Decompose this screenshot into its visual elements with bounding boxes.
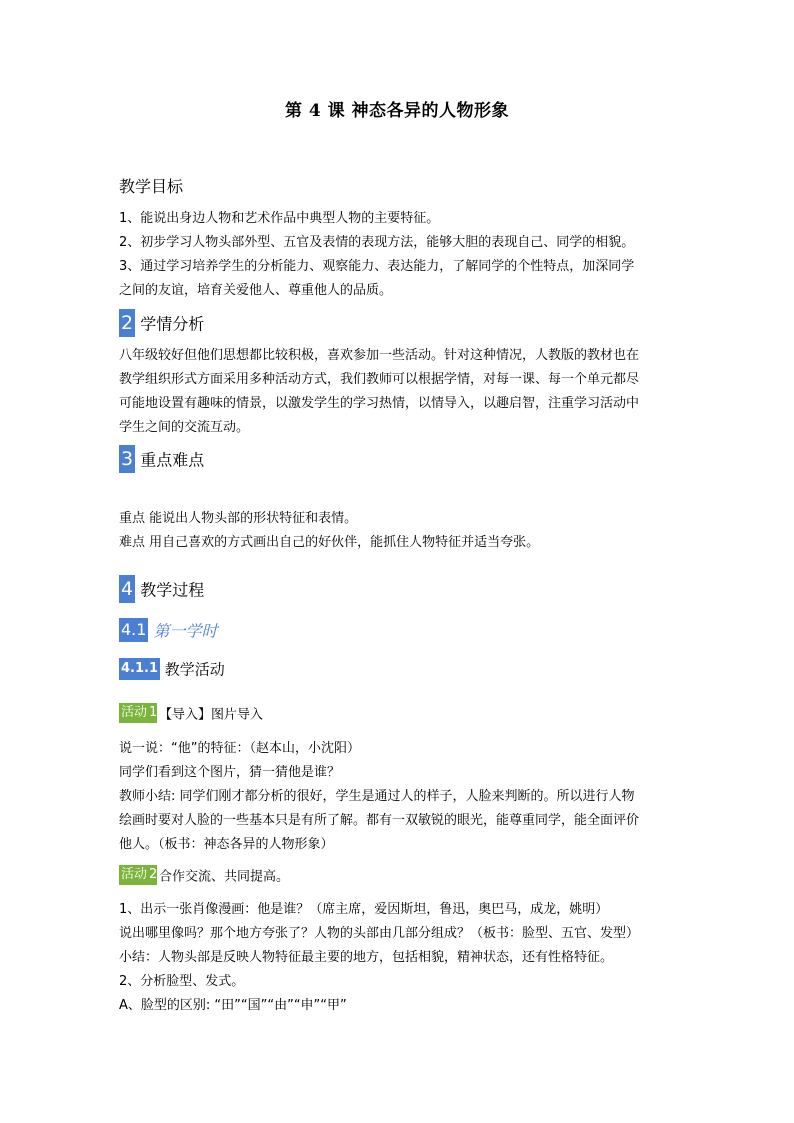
heading-text: 教学过程 [140,580,205,600]
keypoint-line-1: 重点 能说出人物头部的形状特征和表情。 [119,511,358,526]
activity-1-heading [119,703,263,723]
activity-2-line-5: A、脸型的区别: “田”“国”“由”“申”“甲” [119,998,347,1013]
activity-2-heading [119,865,289,885]
section-heading-keypoints [119,445,204,473]
activity-title: 合作交流、共同提高。 [159,869,290,885]
section-heading-process [119,575,204,603]
analysis-line-3: 可能地设置有趣味的情景，以激发学生的学习热情，以情导入，以趣启智，注重学习活动中 [119,396,640,411]
objective-line-2: 2、初步学习人物头部外型、五官及表情的表现方法，能够大胆的表现自己、同学的相貌。 [119,235,635,250]
subsection-heading-lesson-1 [119,618,218,642]
activity-2-line-3: 小结：人物头部是反映人物特征最主要的地方，包括相貌，精神状态，还有性格特征。 [119,950,614,965]
heading-text: 重点难点 [140,450,205,470]
activity-number-badge: 2 [149,865,157,885]
subsubsection-heading-activities [119,658,225,680]
activity-2-line-2: 说出哪里像吗？那个地方夸张了？人物的头部由几部分组成？（板书：脸型、五官、发型） [119,926,640,941]
activity-1-line-2: 同学们看到这个图片，猜一猜他是谁？ [119,765,341,780]
page-title: 第 4 课 神态各异的人物形象 [284,101,510,121]
analysis-line-1: 八年级较好但他们思想都比较积极，喜欢参加一些活动。针对这种情况，人教版的教材也在 [119,348,640,363]
activity-1-line-1: 说一说：“他”的特征：（赵本山，小沈阳） [119,741,360,756]
activity-2-line-4: 2、分析脸型、发式。 [119,974,245,989]
analysis-line-4: 学生之间的交流互动。 [119,420,250,435]
activity-label-badge: 活动 [119,703,149,723]
analysis-line-2: 教学组织形式方面采用多种活动方式，我们教师可以根据学情，对每一课、每一个单元都尽 [119,372,640,387]
activity-1-line-5: 他人。（板书：神态各异的人物形象） [119,837,334,852]
heading-number-badge: 3 [119,445,135,473]
activity-1-line-4: 绘画时要对人脸的一些基本只是有所了解。都有一双敏锐的眼光，能尊重同学，能全面评价 [119,813,640,828]
heading-number-badge: 4 [119,575,135,603]
heading-number-badge: 4.1 [119,618,148,642]
activity-label-badge: 活动 [119,865,149,885]
keypoint-line-2: 难点 用自己喜欢的方式画出自己的好伙伴，能抓住人物特征并适当夸张。 [119,535,540,550]
activity-title: 【导入】图片导入 [159,707,264,723]
section-heading-objectives: 教学目标 [119,177,184,196]
objective-line-3: 3、通过学习培养学生的分析能力、观察能力、表达能力，了解同学的个性特点，加深同学 [119,259,635,274]
activity-1-line-3: 教师小结: 同学们刚才都分析的很好，学生是通过人的样子，人脸来判断的。所以进行人物 [119,789,635,804]
heading-text: 第一学时 [153,621,218,641]
activity-2-line-1: 1、出示一张肖像漫画：他是谁？（席主席，爱因斯坦，鲁迅，奥巴马，成龙，姚明） [119,902,609,917]
section-heading-analysis [119,309,204,337]
objective-line-1: 1、能说出身边人物和艺术作品中典型人物的主要特征。 [119,211,440,226]
heading-number-badge: 4.1.1 [119,658,160,680]
heading-text: 学情分析 [140,314,205,334]
activity-number-badge: 1 [149,703,157,723]
heading-text: 教学活动 [164,660,225,679]
heading-number-badge: 2 [119,309,135,337]
objective-line-4: 之间的友谊，培育关爱他人、尊重他人的品质。 [119,283,393,298]
